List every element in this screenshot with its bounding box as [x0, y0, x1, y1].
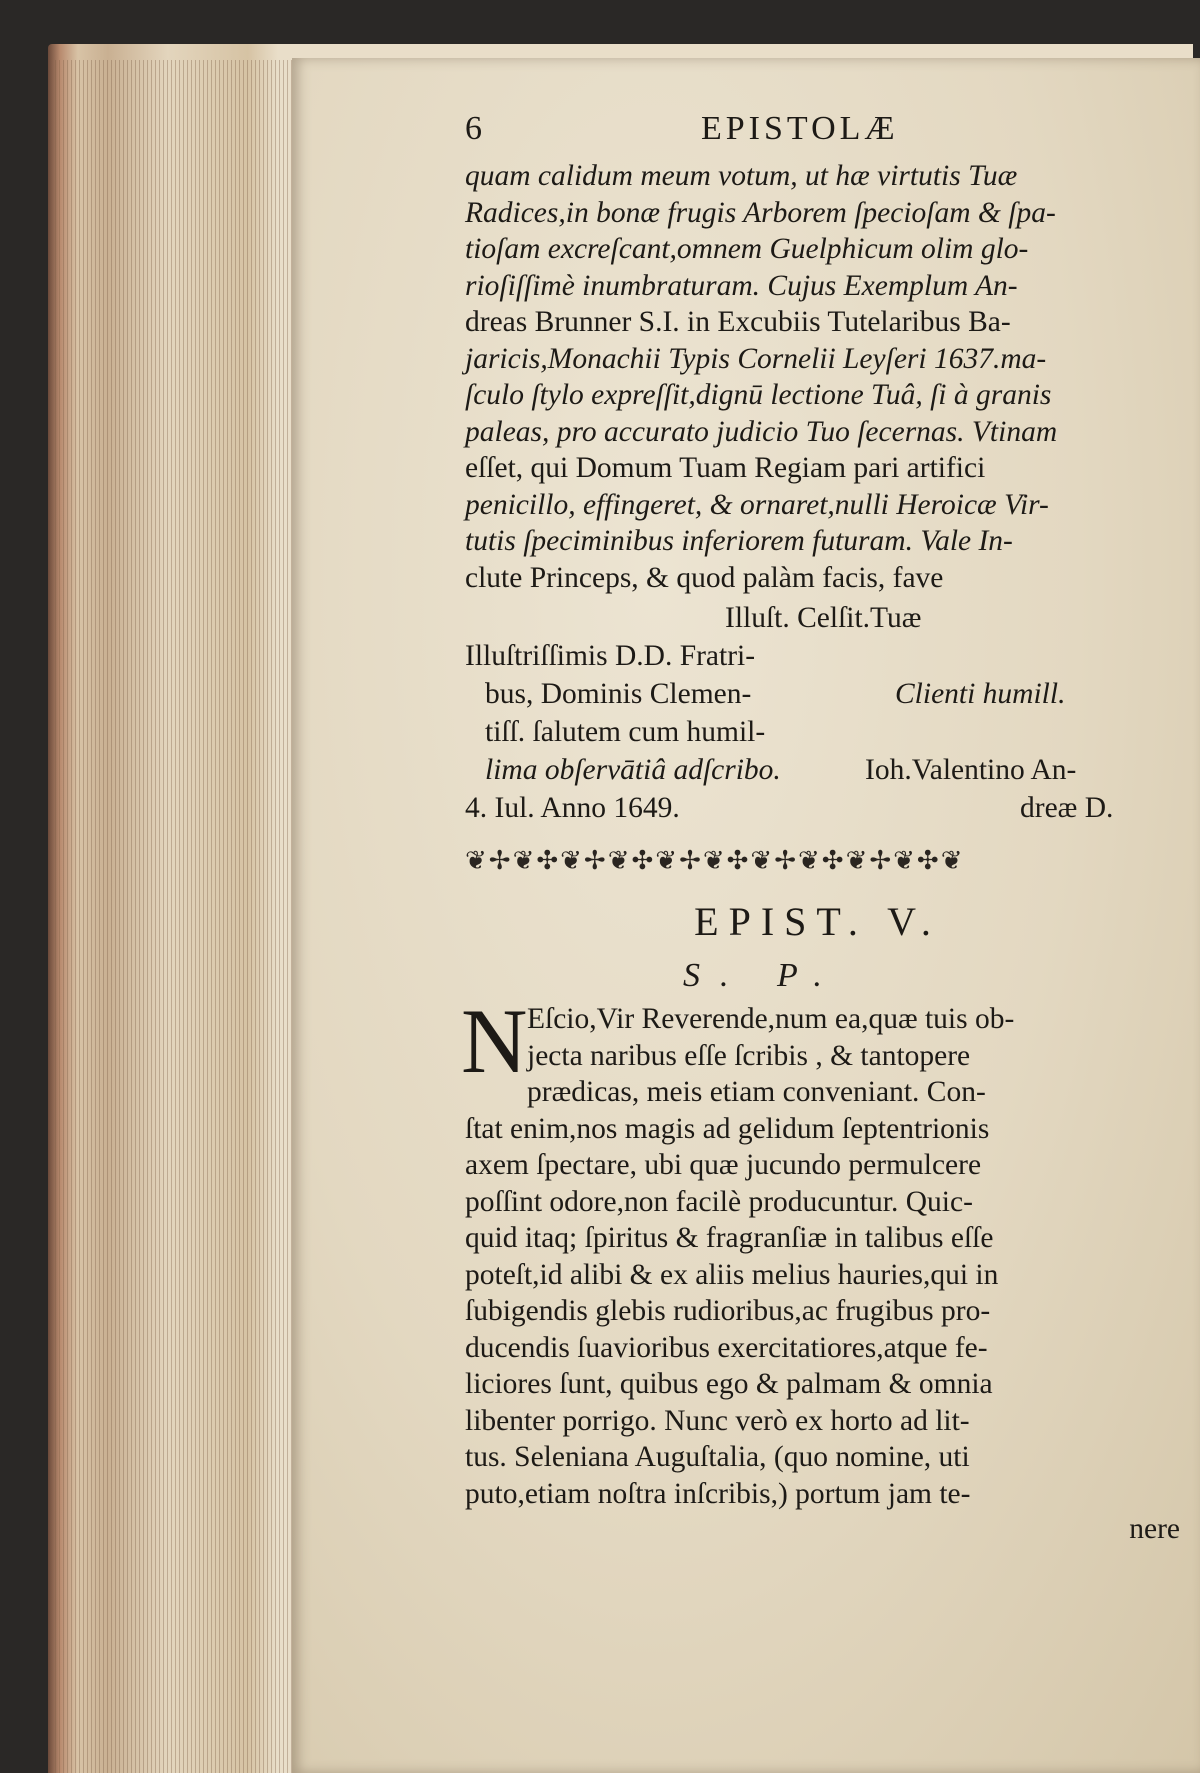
text-line: Radices,in bonæ frugis Arborem ſpecioſam & ſpa-	[465, 196, 1056, 229]
text-line: jecta naribus eſſe ſcribis , & tantopere	[527, 1039, 971, 1072]
text-line: ſubigendis glebis rudioribus,ac frugibus pro-	[465, 1295, 991, 1327]
text-line: jaricis,Monachii Typis Cornelii Leyſeri 1637.ma-	[465, 342, 1047, 375]
page-stack-edges	[55, 60, 295, 1773]
running-head: EPISTOLÆ	[701, 110, 899, 147]
text-line: quam calidum meum votum, ut hæ virtutis Tuæ	[465, 160, 1018, 192]
text-line: dreas Brunner S.I. in Excubiis Tutelaribus Ba-	[465, 306, 1011, 338]
signature-left-line: tiſſ. ſalutem cum humil-	[485, 716, 766, 748]
page-text	[461, 110, 1180, 1546]
text-line: puto,etiam noſtra inſcribis,) portum jam te-	[465, 1477, 971, 1510]
text-line: eſſet, qui Domum Tuam Regiam pari artifici	[465, 452, 986, 484]
signature-celsit: Illuſt. Celſit.Tuæ	[725, 602, 922, 634]
signature-left-line: lima obſervātiâ adſcribo.	[485, 754, 781, 786]
text-line: ſtat enim,nos magis ad gelidum ſeptentrionis	[465, 1112, 990, 1145]
letter-v-body	[461, 990, 1180, 1546]
text-line: ſculo ſtylo expreſſit,dignū lectione Tuâ, ſi à granis	[465, 379, 1052, 411]
letter-v-salutation: S. P.	[683, 957, 842, 994]
text-line: poteſt,id alibi & ex aliis melius hauries,qui in	[465, 1258, 999, 1291]
text-line: tutis ſpeciminibus inferiorem futuram. Vale In-	[465, 525, 1013, 557]
signature-name: Ioh.Valentino An-	[865, 754, 1077, 786]
text-line: clute Princeps, & quod palàm facis, fave	[465, 561, 944, 594]
text-line: prædicas, meis etiam conveniant. Con-	[527, 1076, 986, 1108]
text-line: tioſam excreſcant,omnem Guelphicum olim glo-	[465, 233, 1029, 265]
text-line: poſſint odore,non facilè producuntur. Quic-	[465, 1185, 973, 1218]
text-line: rioſiſſimè inumbraturam. Cujus Exemplum An-	[465, 269, 1018, 302]
text-line: paleas, pro accurato judicio Tuo ſecernas. Vtinam	[465, 415, 1058, 448]
text-line: liciores ſunt, quibus ego & palmam & omnia	[465, 1368, 993, 1400]
text-line: ducendis ſuavioribus exercitatiores,atque fe-	[465, 1331, 988, 1364]
letter-iv-conclusion	[465, 158, 1180, 596]
drop-cap: N	[461, 990, 528, 1092]
text-line: libenter porrigo. Nunc verò ex horto ad lit-	[465, 1404, 970, 1437]
text-line: axem ſpectare, ubi quæ jucundo permulcere	[465, 1149, 982, 1181]
signature-left-line: Illuſtriſſimis D.D. Fratri-	[465, 640, 756, 672]
text-line: Eſcio,Vir Reverende,num ea,quæ tuis ob-	[527, 1003, 1015, 1035]
page-number: 6	[465, 110, 482, 147]
signature-block	[465, 602, 1180, 832]
text-line: tus. Seleniana Auguſtalia, (quo nomine, uti	[465, 1441, 970, 1473]
signature-left-line: bus, Dominis Clemen-	[485, 678, 752, 710]
catchword: nere	[1129, 1513, 1180, 1545]
page-header	[465, 110, 1180, 158]
letter-v-title: EPIST. V.	[694, 899, 941, 944]
ornament-divider: ❦✢❦✣❦✢❦✣❦✢❦✣❦✢❦✣❦✢❦✣❦	[465, 846, 965, 875]
signature-name: dreæ D.	[1020, 792, 1114, 824]
signature-client: Clienti humill.	[895, 678, 1066, 710]
signature-date: 4. Iul. Anno 1649.	[465, 792, 680, 824]
text-line: quid itaq; ſpiritus & fragranſiæ in talibus eſſe	[465, 1222, 994, 1254]
text-line: penicillo, effingeret, & ornaret,nulli Heroicæ Vir-	[465, 488, 1049, 521]
